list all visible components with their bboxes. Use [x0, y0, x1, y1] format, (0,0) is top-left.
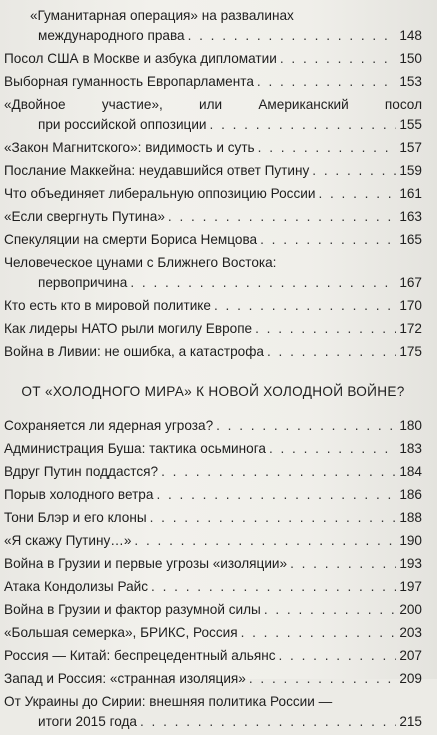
dot-leader [134, 531, 396, 551]
page-number: 167 [399, 275, 422, 290]
toc-entry-title: Тони Блэр и его клоны [4, 510, 147, 525]
dot-leader [156, 485, 396, 505]
page-number: 175 [399, 344, 422, 359]
page-number: 215 [399, 714, 422, 729]
page-number: 188 [399, 510, 422, 525]
toc-entry [4, 253, 422, 293]
dot-leader [255, 319, 396, 339]
toc-entry-title: «Большая семерка», БРИКС, Россия [4, 625, 238, 640]
toc-entry [4, 72, 422, 92]
toc-entry [4, 319, 422, 339]
dot-leader [290, 554, 396, 574]
dot-leader [161, 462, 396, 482]
toc-entry-title: «Я скажу Путину…» [4, 533, 132, 548]
page-number: 193 [399, 556, 422, 571]
dot-leader [318, 184, 396, 204]
dot-leader [260, 230, 396, 250]
toc-entry [4, 439, 422, 459]
toc-entry-title: Атака Кондолизы Райс [4, 579, 149, 594]
dot-leader [249, 669, 396, 689]
toc-entry [4, 230, 422, 250]
page-number: 180 [399, 418, 422, 433]
page-number: 209 [399, 671, 422, 686]
dot-leader [214, 296, 396, 316]
toc-entry-title: Выборная гуманность Европарламента [4, 74, 254, 89]
toc-entry-title: Вдруг Путин поддастся? [4, 464, 159, 479]
toc-entry [4, 161, 422, 181]
dot-leader [130, 273, 396, 293]
page-number: 150 [399, 51, 422, 66]
dot-leader [150, 508, 397, 528]
page-number: 207 [399, 648, 422, 663]
page-number: 172 [399, 321, 422, 336]
toc-entry-title: Что объединяет либеральную оппозицию России [4, 186, 316, 201]
toc-entry-title-continued: международного права [38, 28, 185, 43]
toc-entry-title: Спекуляции на смерти Бориса Немцова [4, 232, 258, 247]
dot-leader [151, 577, 396, 597]
toc-entry-title: «Закон Магнитского»: видимость и суть [4, 140, 255, 155]
page-number: 155 [399, 117, 422, 132]
dot-leader [269, 439, 396, 459]
page-number: 157 [399, 140, 422, 155]
page-number: 197 [399, 579, 422, 594]
toc-entry-title: Порыв холодного ветра [4, 487, 154, 502]
toc-entry [4, 485, 422, 505]
toc-entry-title-continued: итоги 2015 года [38, 714, 137, 729]
dot-leader [241, 623, 397, 643]
toc-entry [4, 207, 422, 227]
toc-entry-title: От Украины до Сирии: внешняя политика России — [4, 694, 333, 709]
toc-entry-title: Как лидеры НАТО рыли могилу Европе [4, 321, 253, 336]
toc-entry [4, 462, 422, 482]
toc-entry-title: «Двойное участие», или Американский посол [4, 97, 422, 112]
page-number: 186 [399, 487, 422, 502]
toc-entry [4, 669, 422, 689]
toc-entry [4, 577, 422, 597]
toc-entry-title: Кто есть кто в мировой политике [4, 298, 211, 313]
toc-entry [4, 296, 422, 316]
toc-entry [4, 554, 422, 574]
toc-entry [4, 49, 422, 69]
toc-entry [4, 600, 422, 620]
toc-entry-title: Война в Ливии: не ошибка, а катастрофа [4, 344, 264, 359]
dot-leader [188, 26, 397, 46]
dot-leader [267, 342, 396, 362]
toc-entry-title: Послание Маккейна: неудавшийся ответ Путину [4, 163, 310, 178]
section-heading: ОТ «ХОЛОДНОГО МИРА» К НОВОЙ ХОЛОДНОЙ ВОЙНЕ? [21, 384, 405, 399]
toc-entry-title: Россия — Китай: беспрецедентный альянс [4, 648, 276, 663]
page-number: 163 [399, 209, 422, 224]
page-number: 148 [399, 28, 422, 43]
toc-entry-title: «Если свергнуть Путина» [4, 209, 165, 224]
toc-entry-title-continued: при российской оппозиции [38, 117, 207, 132]
dot-leader [140, 712, 396, 732]
toc-entry-title: Сохраняется ли ядерная угроза? [4, 418, 214, 433]
page-number: 161 [399, 186, 422, 201]
page-number: 183 [399, 441, 422, 456]
toc-entry-title: Человеческое цунами с Ближнего Востока: [4, 255, 277, 270]
dot-leader [264, 600, 396, 620]
dot-leader [312, 161, 396, 181]
toc-entry [4, 6, 422, 46]
toc-entry-title: Война в Грузии и первые угрозы «изоляции» [4, 556, 288, 571]
toc-entry-title: Администрация Буша: тактика осьминога [4, 441, 266, 456]
dot-leader [168, 207, 396, 227]
toc-entry [4, 416, 422, 436]
page-number: 184 [399, 464, 422, 479]
page-number: 159 [399, 163, 422, 178]
toc-entry [4, 95, 422, 135]
page-number: 153 [399, 74, 422, 89]
toc-entry [4, 138, 422, 158]
toc-entry-title: Запад и Россия: «странная изоляция» [4, 671, 246, 686]
toc-entry [4, 692, 422, 732]
dot-leader [257, 72, 396, 92]
toc-entry-title: «Гуманитарная операция» на развалинах [30, 8, 294, 23]
toc-entry-title: Война в Грузии и фактор разумной силы [4, 602, 261, 617]
toc-entry [4, 531, 422, 551]
table-of-contents [4, 6, 422, 735]
toc-entry [4, 342, 422, 362]
toc-entry-title-continued: первопричина [38, 275, 128, 290]
toc-entry-title: Посол США в Москве и азбука дипломатии [4, 51, 277, 66]
page-number: 170 [399, 298, 422, 313]
dot-leader [280, 49, 396, 69]
page-number: 203 [399, 625, 422, 640]
page-number: 200 [399, 602, 422, 617]
toc-entry [4, 646, 422, 666]
page-number: 190 [399, 533, 422, 548]
toc-entry [4, 184, 422, 204]
toc-entry [4, 623, 422, 643]
page-number: 165 [399, 232, 422, 247]
dot-leader [216, 416, 396, 436]
dot-leader [210, 115, 397, 135]
dot-leader [258, 138, 397, 158]
dot-leader [279, 646, 397, 666]
toc-entry [4, 508, 422, 528]
